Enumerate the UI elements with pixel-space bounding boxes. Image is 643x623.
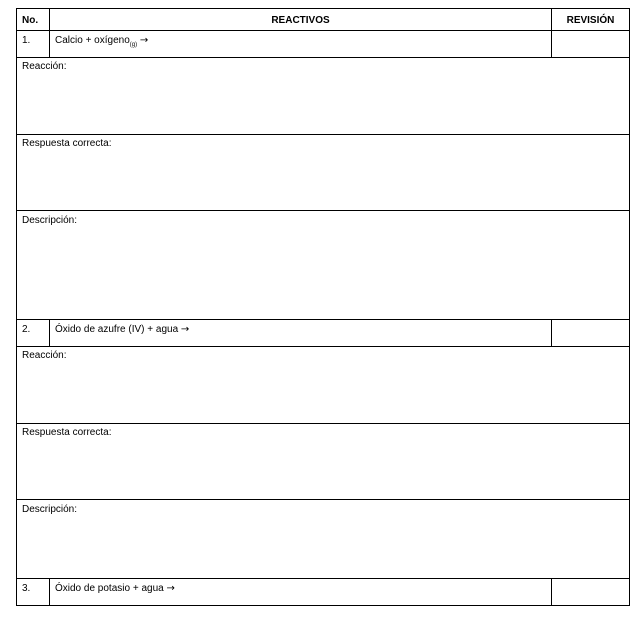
item-reactants [50, 579, 552, 606]
header-reactivos: REACTIVOS [50, 9, 552, 31]
item-reactants [50, 31, 552, 58]
reaction-field[interactable] [17, 347, 630, 424]
item-text: Óxido de azufre (IV) + agua [55, 324, 179, 335]
revision-cell[interactable] [552, 320, 630, 347]
arrow-icon: → [139, 35, 149, 46]
reaction-row-1 [17, 58, 630, 135]
description-row-2 [17, 500, 630, 579]
revision-cell[interactable] [552, 579, 630, 606]
revision-cell[interactable] [552, 31, 630, 58]
header-no: No. [17, 9, 50, 31]
arrow-icon: → [180, 324, 190, 335]
item-number: 3. [17, 579, 50, 606]
reactivos-worksheet [16, 8, 630, 606]
answer-field[interactable] [17, 424, 630, 500]
item-subscript: (g) [129, 42, 138, 48]
arrow-icon: → [166, 583, 175, 594]
description-label: Descripción: [22, 215, 78, 226]
item-row-3 [17, 579, 630, 606]
answer-label: Respuesta correcta: [22, 138, 112, 149]
item-row-2 [17, 320, 630, 347]
item-text: Óxido de potasio + agua [55, 583, 164, 594]
reaction-label: Reacción: [22, 350, 67, 361]
reaction-row-2 [17, 347, 630, 424]
reaction-field[interactable] [17, 58, 630, 135]
header-row [17, 9, 630, 31]
item-text: Calcio + oxígeno [55, 35, 130, 46]
answer-label: Respuesta correcta: [22, 427, 112, 438]
description-label: Descripción: [22, 504, 78, 515]
description-field[interactable] [17, 211, 630, 320]
description-field[interactable] [17, 500, 630, 579]
item-reactants [50, 320, 552, 347]
item-number: 1. [17, 31, 50, 58]
item-number: 2. [17, 320, 50, 347]
answer-row-1 [17, 135, 630, 211]
item-row-1 [17, 31, 630, 58]
reaction-label: Reacción: [22, 61, 67, 72]
answer-field[interactable] [17, 135, 630, 211]
description-row-1 [17, 211, 630, 320]
header-revision: REVISIÓN [552, 9, 630, 31]
answer-row-2 [17, 424, 630, 500]
